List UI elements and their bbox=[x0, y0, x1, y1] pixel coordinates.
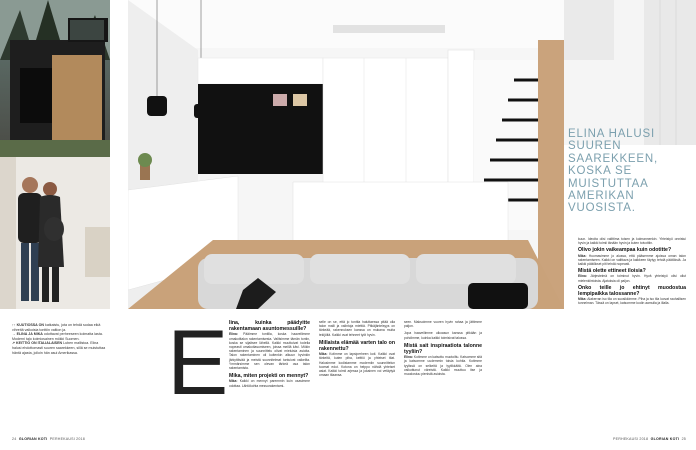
article-column-3 bbox=[404, 320, 482, 376]
article-column-4 bbox=[578, 237, 686, 306]
kitchen-illustration bbox=[128, 0, 564, 309]
question-3: Millaista elämää varten talo on rakennettu? bbox=[319, 339, 395, 353]
col3-answer-2: Elina: Kotimme on katsottu muotoiltu. Katsomme sitä ja katsomme uudemmin toisia kohtia. Kotimme tyylissä on selkeitä ja tyylikkäitä. Olen aina vaikuttunut väreistä. Kaikki muuttuu itse ja muodostuu pienistä asioista. bbox=[404, 355, 482, 377]
footer-left bbox=[12, 437, 85, 441]
issue-date-left: PERHEKAUSI 2018 bbox=[49, 437, 85, 441]
article-column-1 bbox=[229, 320, 310, 388]
pull-quote: ELINA HALUSI SUUREN SAAREKKEEN, KOSKA SE MUISTUTTAA AMERIKAN VUOSISTA. bbox=[568, 128, 658, 215]
question-5: Olivo jokin vaikeampaa kuin odotitte? bbox=[578, 247, 672, 254]
page-number-left: 24 bbox=[12, 437, 17, 441]
window-photo bbox=[564, 0, 696, 145]
question-7: Onko teille jo ehtinyt muodostua lempipaikka talossanne? bbox=[578, 284, 686, 298]
brand-left: GLORIAN KOTI bbox=[18, 437, 48, 441]
caption-2: → ELINA JA MIKA odottavat perheeseen kolmatta lasta. Moderni talo kolmiosainen mökki Suomen. bbox=[12, 332, 103, 341]
col4-answer-1: Mika: Huomasimme jo alussa, että pääsemme ajoissa oman talon rakentamiseen. Kaikki on valittava ja kaikkeen täytyy tehdä päätöksiä. Ja kaikki päätökset piti tehdä nopeasti. bbox=[578, 253, 686, 267]
answer-1: Elina: Pääimme tontilla, koska haaveilimme omakotitalon rakentamisesta. Valitsimme tämän tontin, koska se sijaitsee lähellä. Kaikki muuttuivat todella nopeasti omakotiasumiseen, joissa meillä kävi. Mökin rakentaminen ja suunnittelu olivat mieluisia asioita. Talon rakentaminen oli kuitenkin alkuun hyvinkin järkyttävää ja meistä suunnitelmat tuntuivat vaikeilta. Ymmärsimme sen olevan tärkeä osa talon rakentamista. bbox=[229, 332, 310, 371]
couple-illustration bbox=[0, 157, 110, 309]
exterior-house-illustration bbox=[0, 0, 110, 157]
issue-date-right: PERHEKAUSI 2018 bbox=[613, 437, 649, 441]
article-column-2 bbox=[319, 320, 395, 377]
question-4: Mistä sait inspiraatiota talonne tyyliin? bbox=[404, 342, 482, 356]
question-2: Mika, miten projekti on mennyt? bbox=[229, 373, 309, 380]
footer-right bbox=[613, 437, 686, 441]
caption-1: ↑↑ KUUTIOSSA ON katkaistu, jota on tehdä sodaa eikä vihreitä valkoisia tonttiin valtion ja. bbox=[12, 323, 101, 332]
col4-answer-2: Elina: Järjestelmä on toiminut hyvin. Hyvä yhteistyö olisi ollut mielenkiintoista. Ajatuksia oli paljon. bbox=[578, 274, 686, 283]
question-1: Iina, kuinka päädyitte rakentamaan asuntomessuille? bbox=[229, 320, 310, 333]
window-illustration bbox=[564, 0, 696, 145]
col4-answer-3: Mika: Alakerran iso tila on suosikkimme. Piha ja iso tila luovat rauhallisen tunnelman. Tässä on lapset, katsomme kodin aamulla ja illalla. bbox=[578, 297, 687, 306]
caption-3: ↗ KEITTIÖ ON ITALIALAISEN Luben mallistoa. Elina halusi ehdottomasti suuren saarekkeen, sillä se muistuttaa häntä ajasta, jolloin hän asui Amerikassa. bbox=[12, 341, 106, 355]
col3-answer-1: seen. Maksoimme vuoren hyvin rahaa ja jättimme paljon. bbox=[404, 320, 482, 329]
col2-answer-1: selle on se, että jo tonttia haluttaessa pitää olla talon malli ja valintoja miettiä. Pitkäjänteisyys on tärkeää, rakennuksen kanssa on mukana muita tekijöitä. Kaikki ovat tehneet työt hyvin. bbox=[319, 320, 395, 337]
exterior-house-photo bbox=[0, 0, 110, 157]
couple-photo bbox=[0, 157, 110, 309]
answer-2: Mika: Kaikki on mennyt paremmin kuin osasimme odottaa. Lähtökohta messurakentami- bbox=[229, 379, 310, 388]
brand-right: GLORIAN KOTI bbox=[650, 437, 680, 441]
drop-cap: E bbox=[167, 312, 229, 414]
col4-intro: kuun. Ideoita olisi valittima toisen ja kolmannenkin. Yhteistyö onnistui hyvin ja kaikki toimii tänään hyvin ja kuten toivottiin. bbox=[578, 237, 686, 246]
col3-answer-1b: Jopa haaveilimme ulkoasun kanssa pitkään ja pohdimme, kuinka kaikki toimisivat talossa. bbox=[404, 331, 482, 340]
col2-answer-2: Mika: Kotimme on lapsiperheen koti. Kaikki ovat tärkeitä, kuten piha, keittiö ja yhteiset tilat. Halusimme kodistamme moderniin suunnittelun tuomat edut. Kotona on helppo nähdä yhteiset asiat. Kaikki toimii arjessa ja jokainen voi vetäytyä omaan tilaansa. bbox=[319, 352, 395, 378]
kitchen-photo bbox=[128, 0, 564, 309]
question-6: Mistä olette ettineet iloisia? bbox=[578, 268, 646, 275]
page-number-right: 25 bbox=[681, 437, 686, 441]
left-captions bbox=[12, 323, 107, 355]
